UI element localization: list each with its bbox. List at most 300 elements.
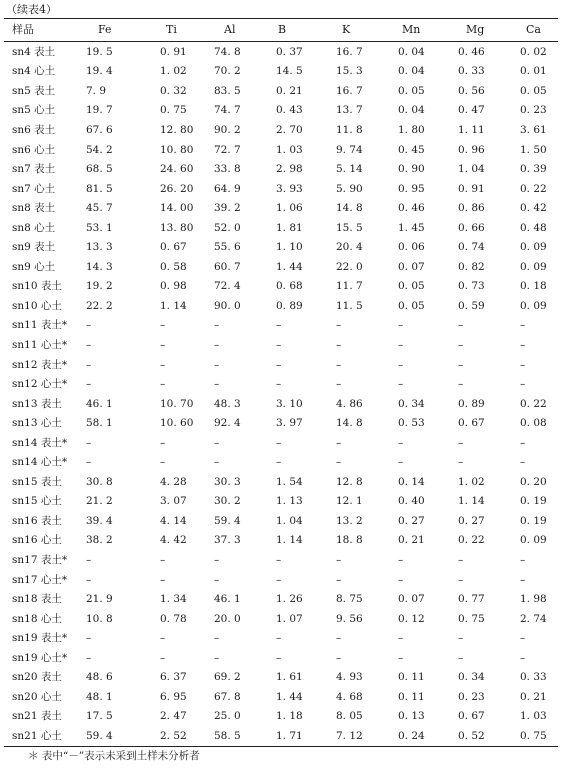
value-cell: 16. 7 — [336, 84, 363, 97]
value-cell: 2. 98 — [276, 163, 303, 176]
value-cell: 83. 5 — [214, 84, 241, 97]
value-cell: 0. 27 — [458, 514, 485, 527]
value-cell: – — [520, 338, 526, 351]
sample-cell: sn11 表土* — [12, 319, 68, 332]
value-cell: 7. 12 — [336, 729, 363, 742]
value-cell: – — [276, 319, 282, 332]
value-cell: 0. 34 — [458, 671, 485, 684]
value-cell: 0. 67 — [458, 710, 485, 723]
value-cell: – — [86, 338, 92, 351]
value-cell: – — [276, 456, 282, 469]
value-cell: – — [86, 456, 92, 469]
value-cell: 0. 45 — [398, 143, 425, 156]
value-cell: – — [86, 553, 92, 566]
value-cell: 26. 20 — [160, 182, 194, 195]
value-cell: – — [276, 358, 282, 371]
value-cell: – — [458, 651, 464, 664]
value-cell: 1. 11 — [458, 123, 485, 136]
sample-cell: sn11 心土* — [12, 338, 68, 351]
value-cell: – — [458, 378, 464, 391]
value-cell: 8. 05 — [336, 710, 363, 723]
value-cell: 39. 4 — [86, 514, 113, 527]
value-cell: 1. 98 — [520, 593, 547, 606]
column-header: Mg — [466, 23, 485, 36]
sample-cell: sn5 心土 — [12, 104, 56, 117]
table-row — [4, 218, 558, 238]
value-cell: 30. 2 — [214, 495, 241, 508]
value-cell: 0. 42 — [520, 202, 547, 215]
value-cell: 0. 68 — [276, 280, 303, 293]
value-cell: 0. 34 — [398, 397, 425, 410]
value-cell: 72. 4 — [214, 280, 241, 293]
value-cell: 17. 5 — [86, 710, 113, 723]
value-cell: 0. 75 — [160, 104, 187, 117]
value-cell: 0. 46 — [398, 202, 425, 215]
value-cell: – — [458, 573, 464, 586]
sample-cell: sn21 心土 — [12, 729, 62, 742]
value-cell: 0. 06 — [398, 241, 425, 254]
sample-cell: sn9 心土 — [12, 260, 56, 273]
value-cell: 10. 60 — [160, 417, 194, 430]
value-cell: 0. 24 — [398, 729, 425, 742]
sample-cell: sn13 心土 — [12, 417, 62, 430]
value-cell: – — [520, 436, 526, 449]
value-cell: 2. 47 — [160, 710, 187, 723]
value-cell: – — [336, 573, 342, 586]
value-cell: – — [336, 338, 342, 351]
value-cell: – — [214, 338, 220, 351]
sample-cell: sn16 心土 — [12, 534, 62, 547]
value-cell: 0. 11 — [398, 671, 425, 684]
value-cell: – — [398, 553, 404, 566]
sample-cell: sn13 表土 — [12, 397, 62, 410]
value-cell: 0. 11 — [398, 690, 425, 703]
value-cell: 0. 07 — [398, 260, 425, 273]
value-cell: 0. 13 — [398, 710, 425, 723]
value-cell: 0. 37 — [276, 45, 303, 58]
value-cell: – — [86, 436, 92, 449]
table-row — [4, 531, 558, 551]
value-cell: 0. 04 — [398, 65, 425, 78]
value-cell: – — [520, 378, 526, 391]
column-header: Fe — [98, 23, 112, 36]
value-cell: 68. 5 — [86, 163, 113, 176]
value-cell: 0. 09 — [520, 241, 547, 254]
value-cell: 0. 77 — [458, 593, 485, 606]
value-cell: – — [336, 436, 342, 449]
value-cell: 0. 39 — [520, 163, 547, 176]
table-row — [4, 472, 558, 492]
value-cell: 0. 21 — [398, 534, 425, 547]
value-cell: – — [160, 651, 166, 664]
value-cell: 20. 4 — [336, 241, 363, 254]
value-cell: 13. 3 — [86, 241, 113, 254]
value-cell: 11. 8 — [336, 123, 363, 136]
value-cell: 0. 32 — [160, 84, 187, 97]
value-cell: 5. 14 — [336, 163, 363, 176]
value-cell: 4. 93 — [336, 671, 363, 684]
value-cell: 0. 23 — [520, 104, 547, 117]
value-cell: 21. 2 — [86, 495, 113, 508]
value-cell: 0. 82 — [458, 260, 485, 273]
value-cell: 0. 22 — [458, 534, 485, 547]
value-cell: – — [520, 573, 526, 586]
value-cell: 14. 00 — [160, 202, 194, 215]
value-cell: 1. 71 — [276, 729, 303, 742]
sample-cell: sn20 心土 — [12, 690, 62, 703]
value-cell: 10. 80 — [160, 143, 194, 156]
sample-cell: sn7 表土 — [12, 163, 56, 176]
sample-cell: sn20 表土 — [12, 671, 62, 684]
value-cell: 39. 2 — [214, 202, 241, 215]
table-row — [4, 140, 558, 160]
table-row — [4, 355, 558, 375]
value-cell: 0. 78 — [160, 612, 187, 625]
value-cell: 20. 0 — [214, 612, 241, 625]
value-cell: 4. 28 — [160, 475, 187, 488]
value-cell: 92. 4 — [214, 417, 241, 430]
value-cell: 46. 1 — [214, 593, 241, 606]
value-cell: – — [214, 378, 220, 391]
value-cell: – — [458, 338, 464, 351]
value-cell: 30. 3 — [214, 475, 241, 488]
value-cell: – — [276, 632, 282, 645]
value-cell: 1. 13 — [276, 495, 303, 508]
table-row — [4, 237, 558, 257]
table-row — [4, 335, 558, 355]
value-cell: – — [520, 456, 526, 469]
value-cell: 0. 58 — [160, 260, 187, 273]
value-cell: 0. 04 — [398, 45, 425, 58]
value-cell: 13. 80 — [160, 221, 194, 234]
value-cell: – — [160, 319, 166, 332]
value-cell: 13. 2 — [336, 514, 363, 527]
table-row — [4, 687, 558, 707]
sample-cell: sn8 表土 — [12, 202, 56, 215]
value-cell: 3. 61 — [520, 123, 547, 136]
value-cell: 0. 23 — [458, 690, 485, 703]
value-cell: 11. 5 — [336, 299, 363, 312]
value-cell: – — [520, 651, 526, 664]
value-cell: 10. 70 — [160, 397, 194, 410]
value-cell: 0. 59 — [458, 299, 485, 312]
table-row — [4, 374, 558, 394]
value-cell: 0. 18 — [520, 280, 547, 293]
value-cell: 0. 09 — [520, 260, 547, 273]
value-cell: 0. 22 — [520, 397, 547, 410]
footnote: ＊ 表中“－”表示未采到土样未分析者 — [28, 750, 200, 762]
value-cell: 58. 5 — [214, 729, 241, 742]
value-cell: 25. 0 — [214, 710, 241, 723]
table-row — [4, 570, 558, 590]
value-cell: 8. 75 — [336, 593, 363, 606]
value-cell: 1. 80 — [398, 123, 425, 136]
column-header: Ca — [526, 23, 541, 36]
sample-cell: sn4 心土 — [12, 65, 56, 78]
sample-cell: sn18 心土 — [12, 612, 62, 625]
value-cell: 19. 7 — [86, 104, 113, 117]
value-cell: 52. 0 — [214, 221, 241, 234]
sample-cell: sn10 表土 — [12, 280, 62, 293]
value-cell: 53. 1 — [86, 221, 113, 234]
value-cell: 74. 8 — [214, 45, 241, 58]
value-cell: 0. 07 — [398, 593, 425, 606]
value-cell: 0. 96 — [458, 143, 485, 156]
value-cell: – — [214, 573, 220, 586]
value-cell: 11. 7 — [336, 280, 363, 293]
value-cell: 13. 7 — [336, 104, 363, 117]
value-cell: – — [520, 319, 526, 332]
column-header: K — [342, 23, 351, 36]
value-cell: 14. 5 — [276, 65, 303, 78]
table-row — [4, 179, 558, 199]
value-cell: 72. 7 — [214, 143, 241, 156]
value-cell: 1. 02 — [458, 475, 485, 488]
value-cell: – — [276, 338, 282, 351]
value-cell: – — [458, 553, 464, 566]
value-cell: 0. 21 — [520, 690, 547, 703]
value-cell: 4. 86 — [336, 397, 363, 410]
value-cell: 67. 6 — [86, 123, 113, 136]
value-cell: 1. 34 — [160, 593, 187, 606]
value-cell: – — [160, 338, 166, 351]
value-cell: 12. 1 — [336, 495, 363, 508]
table-row — [4, 296, 558, 316]
value-cell: 10. 8 — [86, 612, 113, 625]
value-cell: 33. 8 — [214, 163, 241, 176]
value-cell: 3. 10 — [276, 397, 303, 410]
value-cell: – — [86, 358, 92, 371]
value-cell: – — [276, 573, 282, 586]
table-body — [4, 42, 558, 746]
value-cell: 81. 5 — [86, 182, 113, 195]
value-cell: – — [160, 632, 166, 645]
value-cell: 0. 46 — [458, 45, 485, 58]
value-cell: 0. 90 — [398, 163, 425, 176]
value-cell: – — [398, 319, 404, 332]
value-cell: 46. 1 — [86, 397, 113, 410]
value-cell: 1. 26 — [276, 593, 303, 606]
sample-cell: sn14 心土* — [12, 456, 68, 469]
value-cell: 0. 02 — [520, 45, 547, 58]
value-cell: – — [214, 456, 220, 469]
value-cell: 58. 1 — [86, 417, 113, 430]
table-row — [4, 159, 558, 179]
table-header — [4, 19, 558, 42]
column-header: B — [278, 23, 287, 36]
sample-cell: sn15 表土 — [12, 475, 62, 488]
value-cell: 1. 04 — [276, 514, 303, 527]
value-cell: 14. 8 — [336, 417, 363, 430]
value-cell: – — [160, 378, 166, 391]
table-row — [4, 511, 558, 531]
value-cell: – — [336, 632, 342, 645]
sample-cell: sn18 表土 — [12, 593, 62, 606]
value-cell: 0. 12 — [398, 612, 425, 625]
sample-cell: sn10 心土 — [12, 299, 62, 312]
value-cell: – — [398, 338, 404, 351]
value-cell: – — [86, 573, 92, 586]
value-cell: – — [160, 456, 166, 469]
value-cell: – — [276, 378, 282, 391]
value-cell: 48. 6 — [86, 671, 113, 684]
sample-cell: sn14 表土* — [12, 436, 68, 449]
value-cell: 4. 68 — [336, 690, 363, 703]
value-cell: 4. 42 — [160, 534, 187, 547]
value-cell: 0. 48 — [520, 221, 547, 234]
value-cell: 0. 67 — [458, 417, 485, 430]
value-cell: 1. 14 — [276, 534, 303, 547]
value-cell: – — [160, 358, 166, 371]
value-cell: 0. 43 — [276, 104, 303, 117]
value-cell: 0. 21 — [276, 84, 303, 97]
value-cell: 12. 80 — [160, 123, 194, 136]
table-row — [4, 550, 558, 570]
table-row — [4, 198, 558, 218]
table-row — [4, 648, 558, 668]
value-cell: 15. 3 — [336, 65, 363, 78]
value-cell: 1. 61 — [276, 671, 303, 684]
table-row — [4, 42, 558, 62]
sample-cell: sn21 表土 — [12, 710, 62, 723]
value-cell: – — [214, 436, 220, 449]
value-cell: 64. 9 — [214, 182, 241, 195]
table-row — [4, 394, 558, 414]
table-row — [4, 609, 558, 629]
value-cell: 0. 53 — [398, 417, 425, 430]
table-row — [4, 452, 558, 472]
table-row — [4, 492, 558, 512]
value-cell: 90. 0 — [214, 299, 241, 312]
value-cell: 54. 2 — [86, 143, 113, 156]
value-cell: 48. 1 — [86, 690, 113, 703]
value-cell: 2. 52 — [160, 729, 187, 742]
value-cell: – — [398, 436, 404, 449]
value-cell: 19. 4 — [86, 65, 113, 78]
sample-cell: sn5 表土 — [12, 84, 56, 97]
value-cell: 14. 3 — [86, 260, 113, 273]
value-cell: – — [398, 456, 404, 469]
table-row — [4, 726, 558, 746]
value-cell: – — [398, 632, 404, 645]
value-cell: 0. 22 — [520, 182, 547, 195]
value-cell: 0. 20 — [520, 475, 547, 488]
value-cell: 2. 70 — [276, 123, 303, 136]
value-cell: – — [336, 358, 342, 371]
value-cell: – — [336, 651, 342, 664]
value-cell: 6. 37 — [160, 671, 187, 684]
value-cell: – — [336, 319, 342, 332]
sample-cell: sn7 心土 — [12, 182, 56, 195]
value-cell: 3. 97 — [276, 417, 303, 430]
value-cell: – — [160, 573, 166, 586]
value-cell: 1. 14 — [458, 495, 485, 508]
sample-cell: sn16 表土 — [12, 514, 62, 527]
value-cell: 0. 09 — [520, 299, 547, 312]
value-cell: – — [214, 319, 220, 332]
table-row — [4, 101, 558, 121]
table-row — [4, 668, 558, 688]
table-row — [4, 316, 558, 336]
value-cell: – — [276, 651, 282, 664]
value-cell: 19. 5 — [86, 45, 113, 58]
column-header: Al — [224, 23, 236, 36]
sample-cell: sn9 表土 — [12, 241, 56, 254]
table-row — [4, 257, 558, 277]
value-cell: 0. 47 — [458, 104, 485, 117]
value-cell: 22. 2 — [86, 299, 113, 312]
value-cell: 59. 4 — [86, 729, 113, 742]
table-row — [4, 120, 558, 140]
value-cell: – — [160, 436, 166, 449]
column-header: Mn — [402, 23, 421, 36]
value-cell: 1. 44 — [276, 690, 303, 703]
sample-cell: sn8 心土 — [12, 221, 56, 234]
value-cell: – — [214, 358, 220, 371]
value-cell: – — [398, 358, 404, 371]
value-cell: 0. 66 — [458, 221, 485, 234]
table-row — [4, 589, 558, 609]
value-cell: 14. 8 — [336, 202, 363, 215]
value-cell: – — [160, 553, 166, 566]
value-cell: 0. 86 — [458, 202, 485, 215]
value-cell: 1. 50 — [520, 143, 547, 156]
value-cell: – — [458, 436, 464, 449]
value-cell: 1. 10 — [276, 241, 303, 254]
value-cell: 69. 2 — [214, 671, 241, 684]
value-cell: 0. 33 — [458, 65, 485, 78]
sample-cell: sn19 心土* — [12, 651, 68, 664]
value-cell: – — [520, 553, 526, 566]
value-cell: – — [86, 632, 92, 645]
table-row — [4, 707, 558, 727]
column-header: 样品 — [12, 23, 34, 36]
value-cell: 4. 14 — [160, 514, 187, 527]
value-cell: 18. 8 — [336, 534, 363, 547]
value-cell: 1. 14 — [160, 299, 187, 312]
value-cell: 0. 89 — [458, 397, 485, 410]
value-cell: 0. 19 — [520, 514, 547, 527]
value-cell: 0. 98 — [160, 280, 187, 293]
value-cell: 0. 40 — [398, 495, 425, 508]
value-cell: 30. 8 — [86, 475, 113, 488]
column-header: Ti — [166, 23, 177, 36]
value-cell: 19. 2 — [86, 280, 113, 293]
value-cell: 1. 07 — [276, 612, 303, 625]
value-cell: 5. 90 — [336, 182, 363, 195]
value-cell: – — [458, 358, 464, 371]
value-cell: 37. 3 — [214, 534, 241, 547]
value-cell: 45. 7 — [86, 202, 113, 215]
value-cell: 9. 74 — [336, 143, 363, 156]
value-cell: – — [336, 378, 342, 391]
sample-cell: sn12 表土* — [12, 358, 68, 371]
value-cell: 90. 2 — [214, 123, 241, 136]
value-cell: 3. 07 — [160, 495, 187, 508]
value-cell: 48. 3 — [214, 397, 241, 410]
value-cell: 1. 03 — [520, 710, 547, 723]
value-cell: 0. 05 — [398, 84, 425, 97]
value-cell: – — [276, 436, 282, 449]
value-cell: 0. 27 — [398, 514, 425, 527]
value-cell: 0. 14 — [398, 475, 425, 488]
value-cell: 0. 91 — [160, 45, 187, 58]
value-cell: 16. 7 — [336, 45, 363, 58]
value-cell: 21. 9 — [86, 593, 113, 606]
sample-cell: sn17 心土* — [12, 573, 68, 586]
value-cell: 0. 95 — [398, 182, 425, 195]
value-cell: 0. 08 — [520, 417, 547, 430]
